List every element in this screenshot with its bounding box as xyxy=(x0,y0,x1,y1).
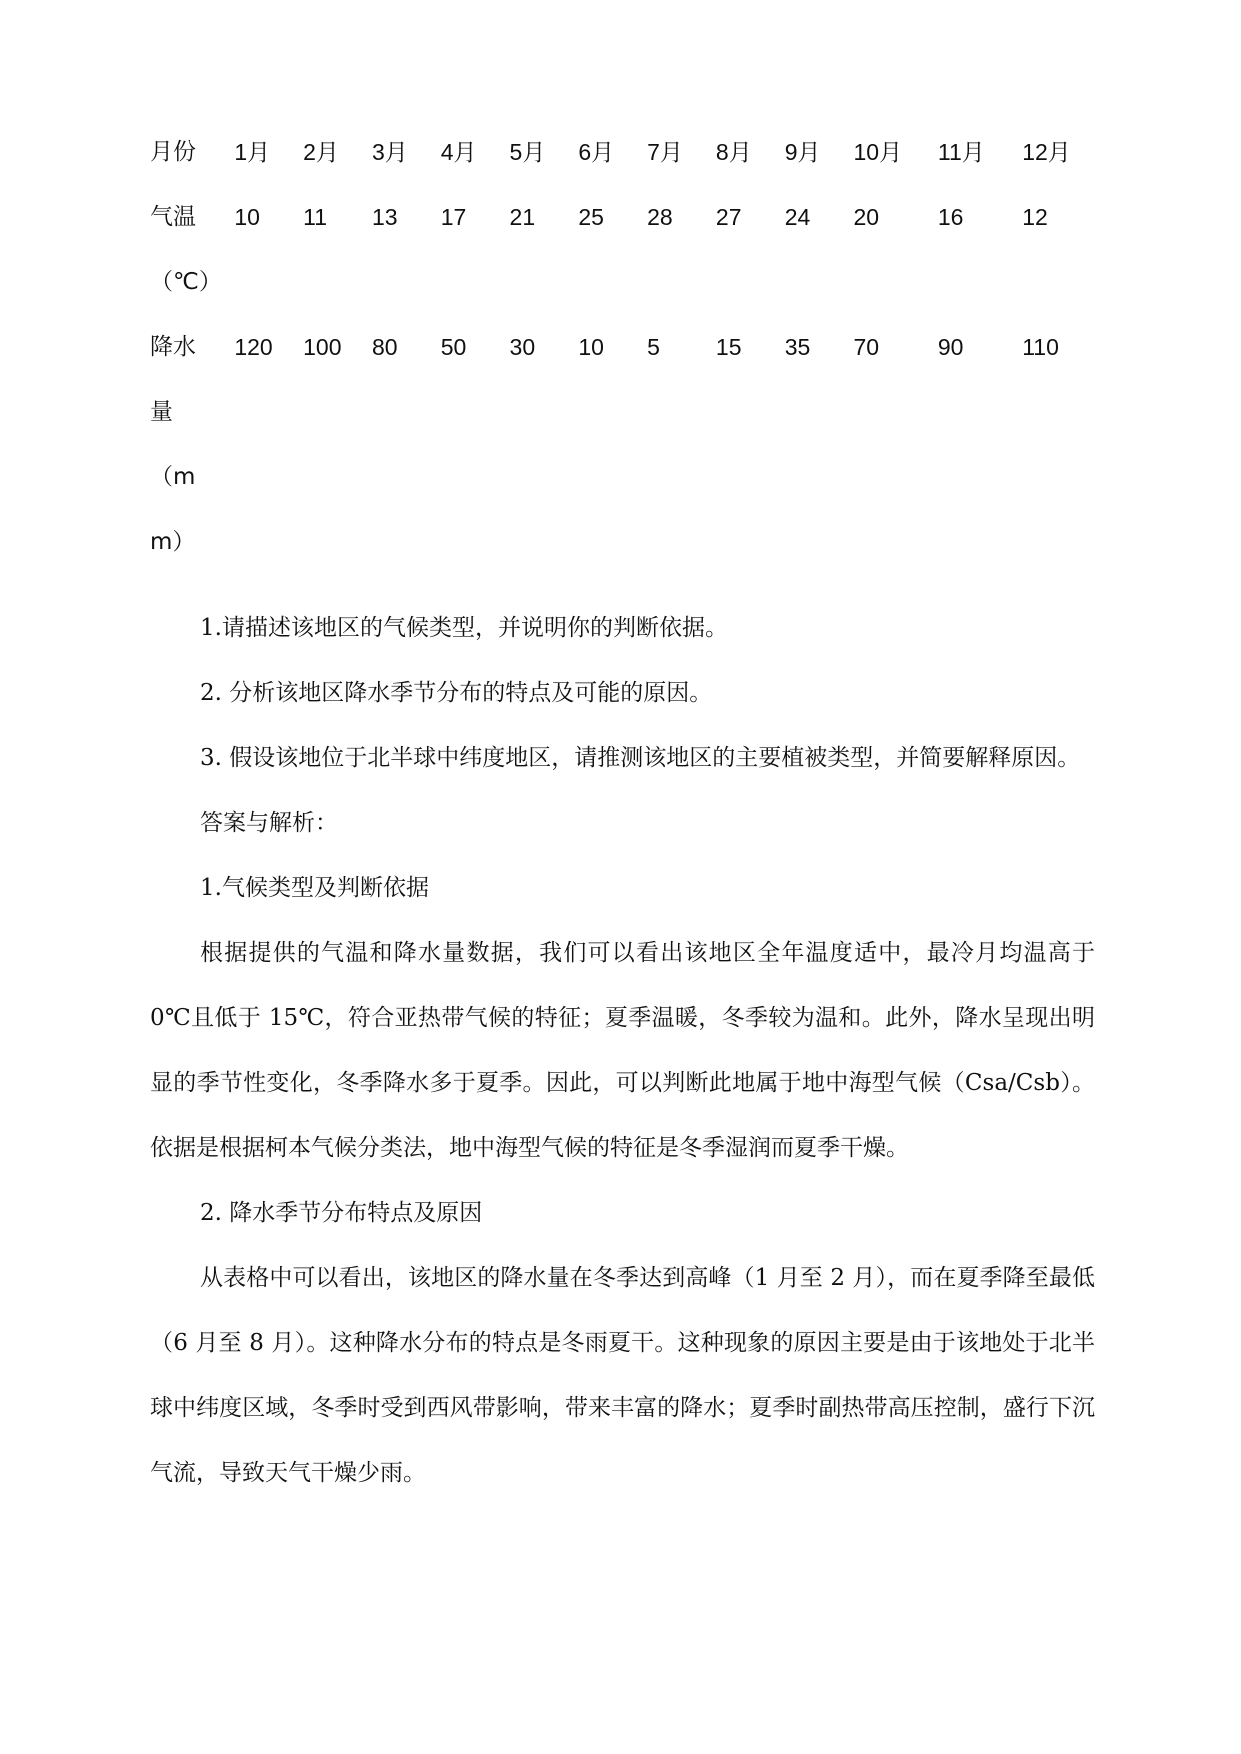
temperature-cell: 20 xyxy=(853,204,880,230)
precipitation-cell: 30 xyxy=(509,334,536,360)
answer-2-heading: 2. 降水季节分布特点及原因 xyxy=(200,1200,483,1226)
temperature-cell: 17 xyxy=(440,204,467,230)
temperature-cell: 10 xyxy=(234,204,260,230)
month-cell: 3月 xyxy=(371,139,408,165)
precipitation-cell: 80 xyxy=(371,334,398,360)
month-cell: 7月 xyxy=(647,139,683,165)
precipitation-cell: 70 xyxy=(853,334,880,360)
precipitation-row xyxy=(150,335,1100,595)
precipitation-cell: 50 xyxy=(440,334,467,360)
month-cell: 2月 xyxy=(303,139,339,165)
answer-1-heading: 1.气候类型及判断依据 xyxy=(200,875,429,901)
month-cell: 10月 xyxy=(853,139,903,165)
month-cell: 5月 xyxy=(509,139,546,165)
month-cell: 1月 xyxy=(234,139,271,165)
answers-title: 答案与解析： xyxy=(200,810,338,836)
month-cell: 8月 xyxy=(715,139,752,165)
month-cell: 9月 xyxy=(784,139,821,165)
temperature-cell: 13 xyxy=(371,204,398,230)
temperature-cell: 16 xyxy=(937,204,964,230)
temperature-cell: 27 xyxy=(715,204,742,230)
precipitation-cell: 10 xyxy=(578,334,604,360)
precipitation-cell: 100 xyxy=(303,334,342,360)
climate-data-table xyxy=(150,140,1100,595)
month-cell: 6月 xyxy=(578,139,615,165)
precipitation-cell: 35 xyxy=(784,334,811,360)
answer-1-body: 根据提供的气温和降水量数据，我们可以看出该地区全年温度适中，最冷月均温高于 0℃且低于 15℃，符合亚热带气候的特征；夏季温暖，冬季较为温和。此外，降水呈现出明显的季节性变化，冬季降水多于夏季。因此，可以判断此地属于地中海型气候（Csa/Csb）。依据是根据柯本气候分类法，地中海型气候的特征是冬季湿润而夏季干燥。 xyxy=(150,940,1095,1161)
question-3: 3. 假设该地位于北半球中纬度地区，请推测该地区的主要植被类型，并简要解释原因。 xyxy=(200,745,1081,771)
temperature-cell: 28 xyxy=(647,204,673,230)
precipitation-row-label: 降水量（mm） xyxy=(150,334,196,555)
month-row-label: 月份 xyxy=(150,139,196,165)
month-cell: 4月 xyxy=(440,139,477,165)
question-1: 1.请描述该地区的气候类型，并说明你的判断依据。 xyxy=(200,615,728,641)
answer-2-body: 从表格中可以看出，该地区的降水量在冬季达到高峰（1 月至 2 月），而在夏季降至最低（6 月至 8 月）。这种降水分布的特点是冬雨夏干。这种现象的原因主要是由于该地处于北半球中纬度区域，冬季时受到西风带影响，带来丰富的降水；夏季时副热带高压控制，盛行下沉气流，导致天气干燥少雨。 xyxy=(150,1265,1095,1486)
month-cell: 11月 xyxy=(937,139,985,165)
precipitation-cell: 15 xyxy=(715,334,742,360)
temperature-row-label: 气温（℃） xyxy=(150,204,222,295)
document-body xyxy=(150,596,1095,1506)
precipitation-cell: 5 xyxy=(647,334,660,360)
temperature-cell: 21 xyxy=(509,204,536,230)
precipitation-cell: 110 xyxy=(1022,334,1059,360)
temperature-cell: 12 xyxy=(1022,204,1048,230)
temperature-cell: 25 xyxy=(578,204,604,230)
month-cell: 12月 xyxy=(1022,139,1071,165)
temperature-cell: 24 xyxy=(784,204,811,230)
question-2: 2. 分析该地区降水季节分布的特点及可能的原因。 xyxy=(200,680,713,706)
temperature-cell: 11 xyxy=(303,204,328,230)
precipitation-row-label-cell xyxy=(150,335,234,595)
precipitation-cell: 90 xyxy=(937,334,964,360)
precipitation-cell: 120 xyxy=(234,334,273,360)
